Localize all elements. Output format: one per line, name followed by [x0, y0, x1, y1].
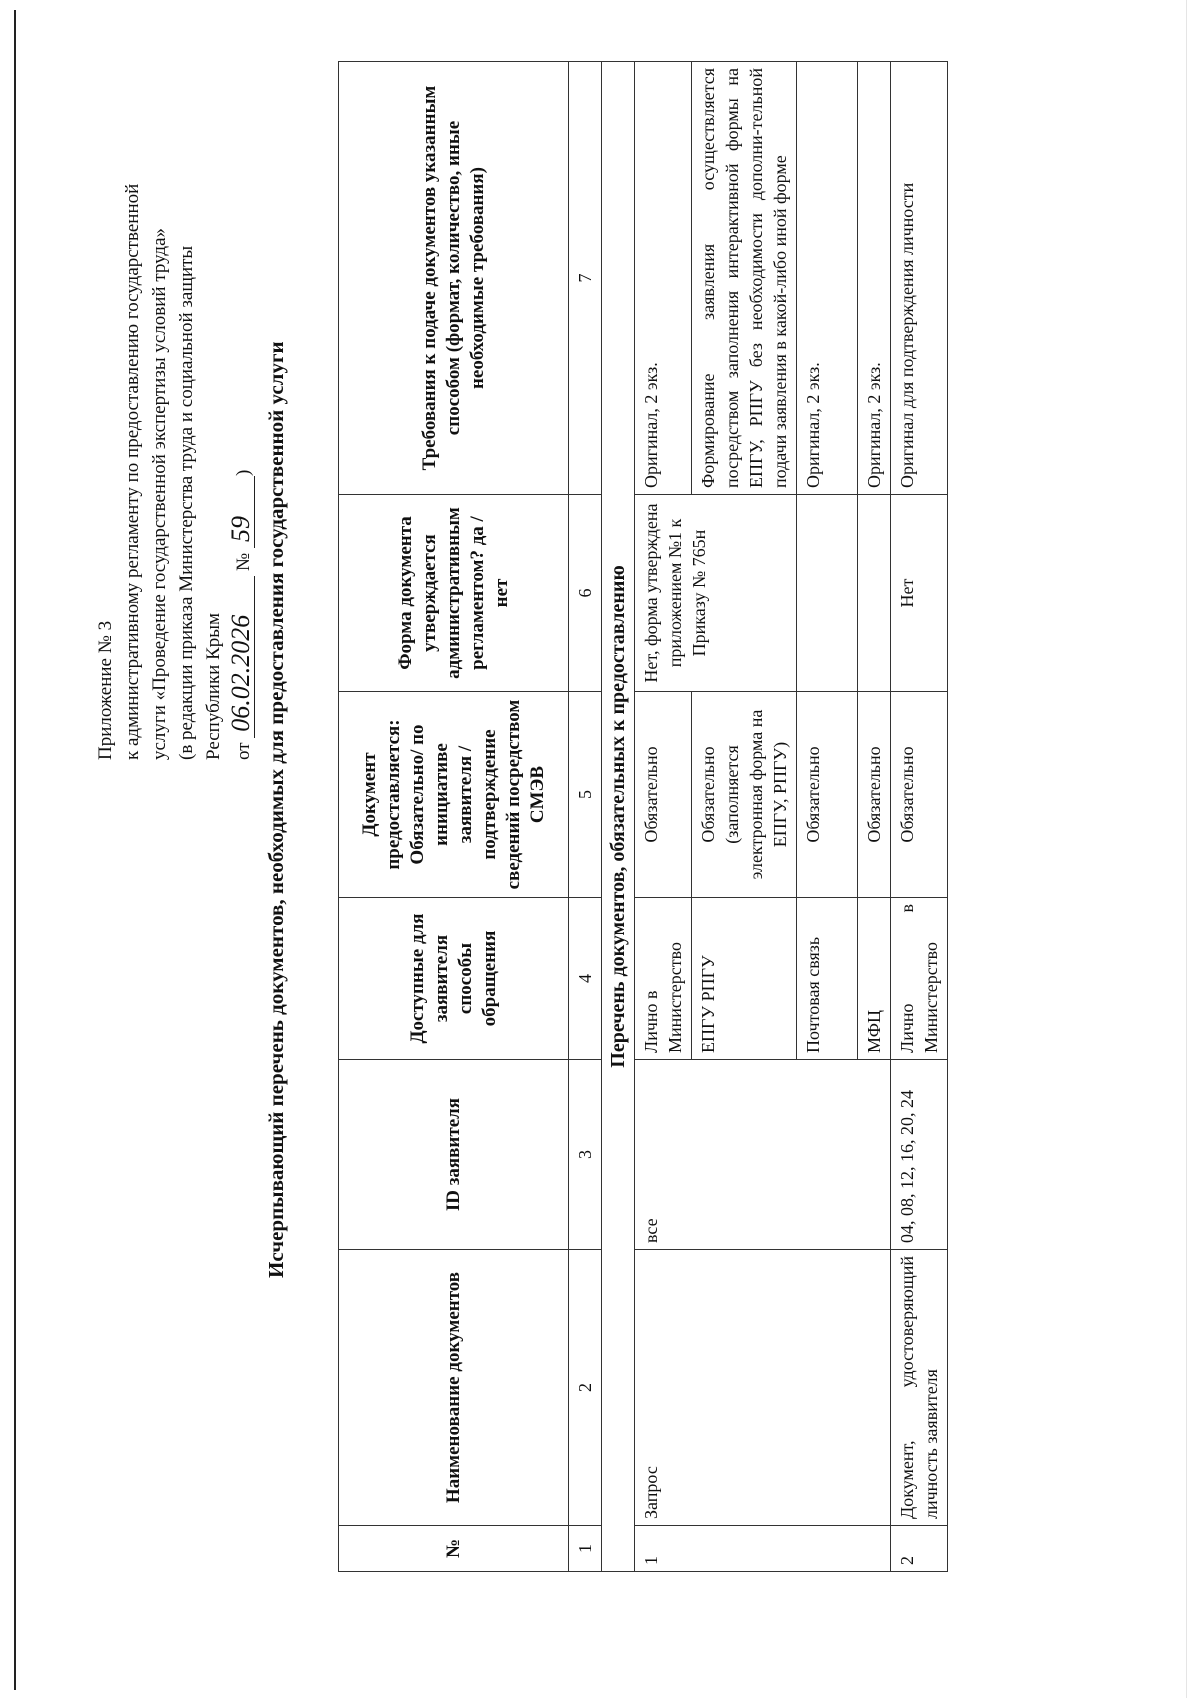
requirements: Оригинал, 2 экз.	[635, 62, 692, 495]
submission-way: Лично в Министерство	[635, 898, 692, 1060]
form-approval-empty	[858, 495, 891, 692]
column-number: 2	[569, 1250, 602, 1526]
column-number: 1	[569, 1526, 602, 1572]
handwritten-date: 06.02.2026	[227, 576, 255, 738]
header-line: услуги «Проведение государственной экспертизы условий труда»	[149, 227, 170, 760]
document-title: Исчерпывающий перечень документов, необходимых для предоставления государственной услуги	[264, 341, 288, 1278]
column-header: Наименование документов	[339, 1250, 569, 1526]
section-title: Перечень документов, обязательных к предоставлению	[602, 62, 635, 1572]
applicant-id: 04, 08, 12, 16, 20, 24	[891, 1060, 948, 1250]
column-header: Доступные для заявителя способы обращения	[339, 898, 569, 1060]
form-approval-empty	[797, 495, 858, 692]
requirements: Оригинал, 2 экз.	[858, 62, 891, 495]
requirements: Оригинал, 2 экз.	[797, 62, 858, 495]
date-number-line: от 06.02.2026 № 59)	[226, 469, 255, 760]
requirements: Оригинал для подтверждения личности	[891, 62, 948, 495]
obligation: Обязательно (заполняется электронная форма на ЕПГУ, РПГУ)	[692, 692, 797, 898]
column-number-row	[569, 62, 602, 1572]
obligation: Обязательно	[858, 692, 891, 898]
form-approval: Нет	[891, 495, 948, 692]
obligation: Обязательно	[891, 692, 948, 898]
table-row	[635, 62, 692, 1572]
from-label: от	[233, 742, 254, 760]
submission-way: Лично в Министерство	[891, 898, 948, 1060]
column-header: ID заявителя	[339, 1060, 569, 1250]
column-header: Форма документа утверждается административным регламентом? да / нет	[339, 495, 569, 692]
row-number: 1	[635, 1526, 891, 1572]
table-header-row	[339, 62, 569, 1572]
form-approval: Нет, форма утверждена приложением №1 к Приказу № 765н	[635, 495, 797, 692]
appendix-number: Приложение № 3	[95, 620, 116, 760]
applicant-id: все	[635, 1060, 891, 1250]
handwritten-number: 59	[227, 476, 255, 548]
appendix-header	[92, 60, 257, 760]
submission-way: ЕПГУ РПГУ	[692, 898, 797, 1060]
column-number: 4	[569, 898, 602, 1060]
header-line: к административному регламенту по предоставлению государственной	[122, 183, 143, 760]
row-number: 2	[891, 1526, 948, 1572]
document-name: Запрос	[635, 1250, 891, 1526]
column-header: Документ предоставляется: Обязательно/ по инициативе заявителя /подтверждение сведений посредством СМЭВ	[339, 692, 569, 898]
column-number: 7	[569, 62, 602, 495]
requirements: Формирование заявления осуществляется посредством заполнения интерактивной формы на ЕПГУ, РПГУ без необходимости дополни-тельной подачи заявления в какой-либо иной форме	[692, 62, 797, 495]
submission-way: Почтовая связь	[797, 898, 858, 1060]
column-number: 6	[569, 495, 602, 692]
obligation: Обязательно	[635, 692, 692, 898]
document-name: Документ, удостоверяющий личность заявителя	[891, 1250, 948, 1526]
section-row	[602, 62, 635, 1572]
number-label: №	[233, 552, 254, 571]
header-line: Республики Крым	[203, 612, 224, 760]
column-number: 3	[569, 1060, 602, 1250]
column-header: Требования к подаче документов указанным способом (формат, количество, иные необходимые требования)	[339, 62, 569, 495]
documents-table	[338, 61, 948, 1572]
header-line: (в редакции приказа Министерства труда и социальной защиты	[176, 245, 197, 760]
column-header: №	[339, 1526, 569, 1572]
table-row	[891, 62, 948, 1572]
obligation: Обязательно	[797, 692, 858, 898]
column-number: 5	[569, 692, 602, 898]
submission-way: МФЦ	[858, 898, 891, 1060]
